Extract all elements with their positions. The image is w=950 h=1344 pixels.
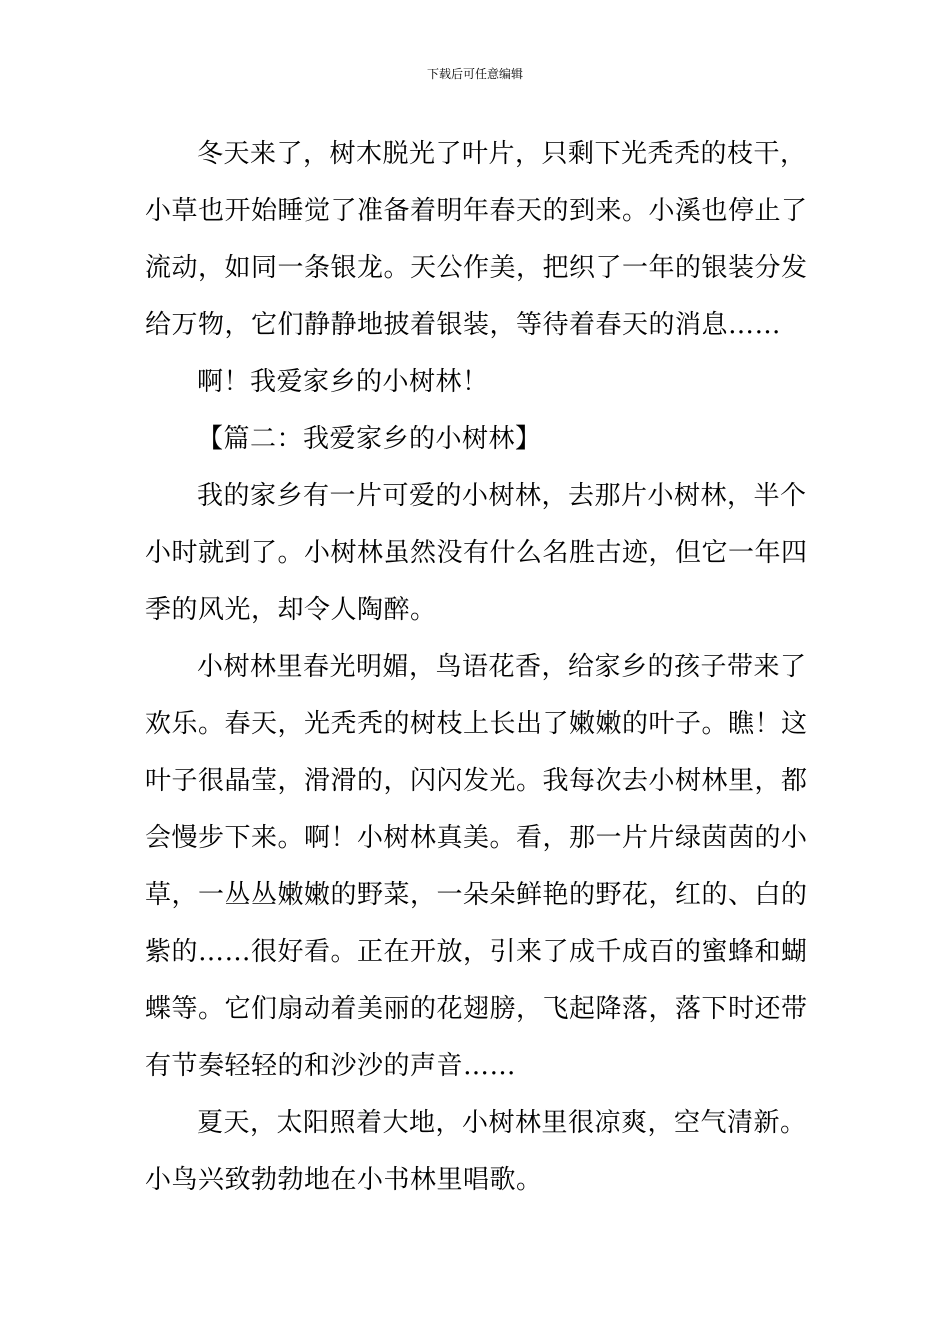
text-line: 会慢步下来。啊！小树林真美。看，那一片片绿茵茵的小 — [145, 823, 808, 853]
text-line: 给万物，它们静静地披着银装，等待着春天的消息…… — [145, 310, 782, 340]
text-line: 小时就到了。小树林虽然没有什么名胜古迹，但它一年四 — [145, 538, 808, 568]
text-line: 我的家乡有一片可爱的小树林，去那片小树林，半个 — [197, 481, 807, 511]
text-line: 流动，如同一条银龙。天公作美，把织了一年的银装分发 — [145, 253, 808, 283]
text-line: 夏天，太阳照着大地，小树林里很凉爽，空气清新。 — [197, 1108, 807, 1138]
section-heading: 【篇二：我爱家乡的小树林】 — [197, 424, 542, 454]
text-line: 季的风光，却令人陶醉。 — [145, 595, 437, 625]
text-line: 有节奏轻轻的和沙沙的声音…… — [145, 1051, 517, 1081]
text-line: 草，一丛丛嫩嫩的野菜，一朵朵鲜艳的野花，红的、白的 — [145, 880, 808, 910]
document-body — [145, 126, 809, 1209]
text-line: 蝶等。它们扇动着美丽的花翅膀，飞起降落，落下时还带 — [145, 994, 808, 1024]
text-line: 小草也开始睡觉了准备着明年春天的到来。小溪也停止了 — [145, 196, 808, 226]
text-line: 欢乐。春天，光秃秃的树枝上长出了嫩嫩的叶子。瞧！这 — [145, 709, 808, 739]
text-line: 小树林里春光明媚，鸟语花香，给家乡的孩子带来了 — [197, 652, 807, 682]
text-line: 冬天来了，树木脱光了叶片，只剩下光秃秃的枝干， — [197, 139, 807, 169]
text-line: 紫的……很好看。正在开放，引来了成千成百的蜜蜂和蝴 — [145, 937, 808, 967]
text-line: 啊！我爱家乡的小树林！ — [197, 367, 489, 397]
text-line: 小鸟兴致勃勃地在小书林里唱歌。 — [145, 1165, 543, 1195]
text-line: 叶子很晶莹，滑滑的，闪闪发光。我每次去小树林里，都 — [145, 766, 808, 796]
page-header: 下载后可任意编辑 — [426, 67, 523, 81]
